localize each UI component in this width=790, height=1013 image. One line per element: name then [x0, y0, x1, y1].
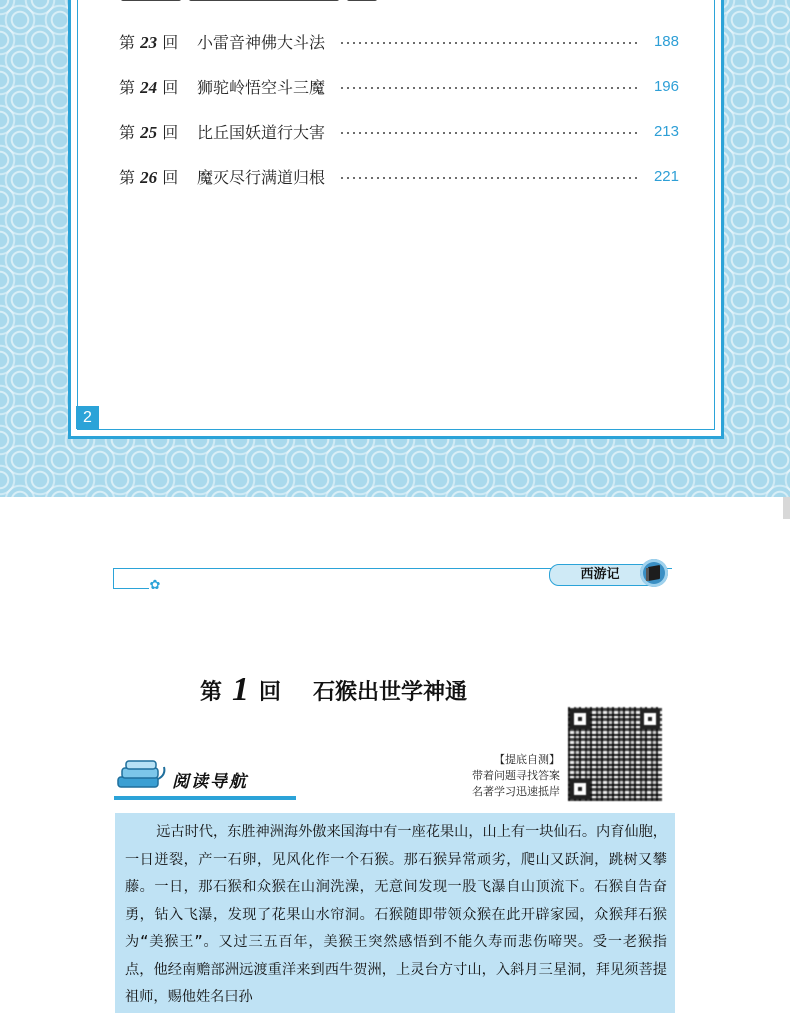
reading-guide-header [114, 756, 296, 802]
dot-leader [339, 87, 637, 89]
dot-leader [339, 42, 637, 44]
toc-title: 魔灭尽行满道归根 [197, 167, 326, 187]
toc-title: 狮驼岭悟空斗三魔 [197, 77, 326, 97]
toc-row[interactable] [119, 164, 679, 188]
guide-underline [114, 796, 296, 800]
book-icon [640, 559, 668, 587]
toc-row[interactable] [119, 74, 679, 98]
toc-page [0, 0, 790, 497]
toc-title: 比丘国妖道行大害 [197, 122, 326, 142]
toc-chapter-label: 第 25 回 [119, 122, 179, 142]
toc-chapter-label: 第 23 回 [119, 32, 179, 52]
chapter-heading [200, 670, 600, 710]
toc-row[interactable] [119, 29, 679, 53]
toc-row[interactable] [119, 119, 679, 143]
chapter-prefix: 第 [200, 679, 223, 705]
books-icon [114, 759, 170, 791]
chapter-summary: 远古时代，东胜神洲海外傲来国海中有一座花果山，山上有一块仙石。内育仙胞，一日迸裂，产一石卵，见风化作一个石猴。那石猴异常顽劣，爬山又跃涧，跳树又攀藤。一日，那石猴和众猴在山涧洗澡，无意间发现一股飞瀑自山顶流下。石猴自告奋勇，钻入飞瀑，发现了花果山水帘洞。石猴随即带领众猴在此开辟家园，众猴拜石猴为“美猴王”。又过三五百年，美猴王突然感悟到不能久寿而悲伤啼哭。受一老猴指点，他经南赡部洲远渡重洋来到西牛贺洲，上灵台方寸山，入斜月三星洞，拜见须菩提祖师，赐他姓名曰孙 [115, 813, 675, 1013]
toc-chapter-label: 第 26 回 [119, 167, 179, 187]
running-header [113, 567, 671, 593]
book-title-tab: 西游记 [549, 564, 651, 586]
toc-page-number: 221 [653, 167, 679, 185]
next-page-edge [783, 497, 790, 519]
toc-page-number: 213 [653, 122, 679, 140]
chapter-title: 石猴出世学神通 [313, 679, 468, 705]
dot-leader [339, 132, 637, 134]
page-number-badge: 2 [76, 406, 99, 429]
chapter-suffix: 回 [259, 679, 282, 705]
cut-off-toc-row [121, 0, 451, 3]
qr-caption: 【提底自测】 带着问题寻找答案 名著学习迅速抵岸 [472, 753, 560, 798]
chapter-number: 1 [232, 671, 250, 708]
toc-frame [68, 0, 724, 439]
toc-chapter-label: 第 24 回 [119, 77, 179, 97]
toc-page-number: 196 [653, 77, 679, 95]
reading-guide-label: 阅读导航 [172, 772, 248, 792]
toc-title: 小雷音神佛大斗法 [197, 32, 326, 52]
toc-page-number: 188 [653, 32, 679, 50]
dot-leader [339, 177, 637, 179]
qr-code[interactable] [568, 707, 662, 801]
gear-icon: ✿ [149, 578, 161, 593]
